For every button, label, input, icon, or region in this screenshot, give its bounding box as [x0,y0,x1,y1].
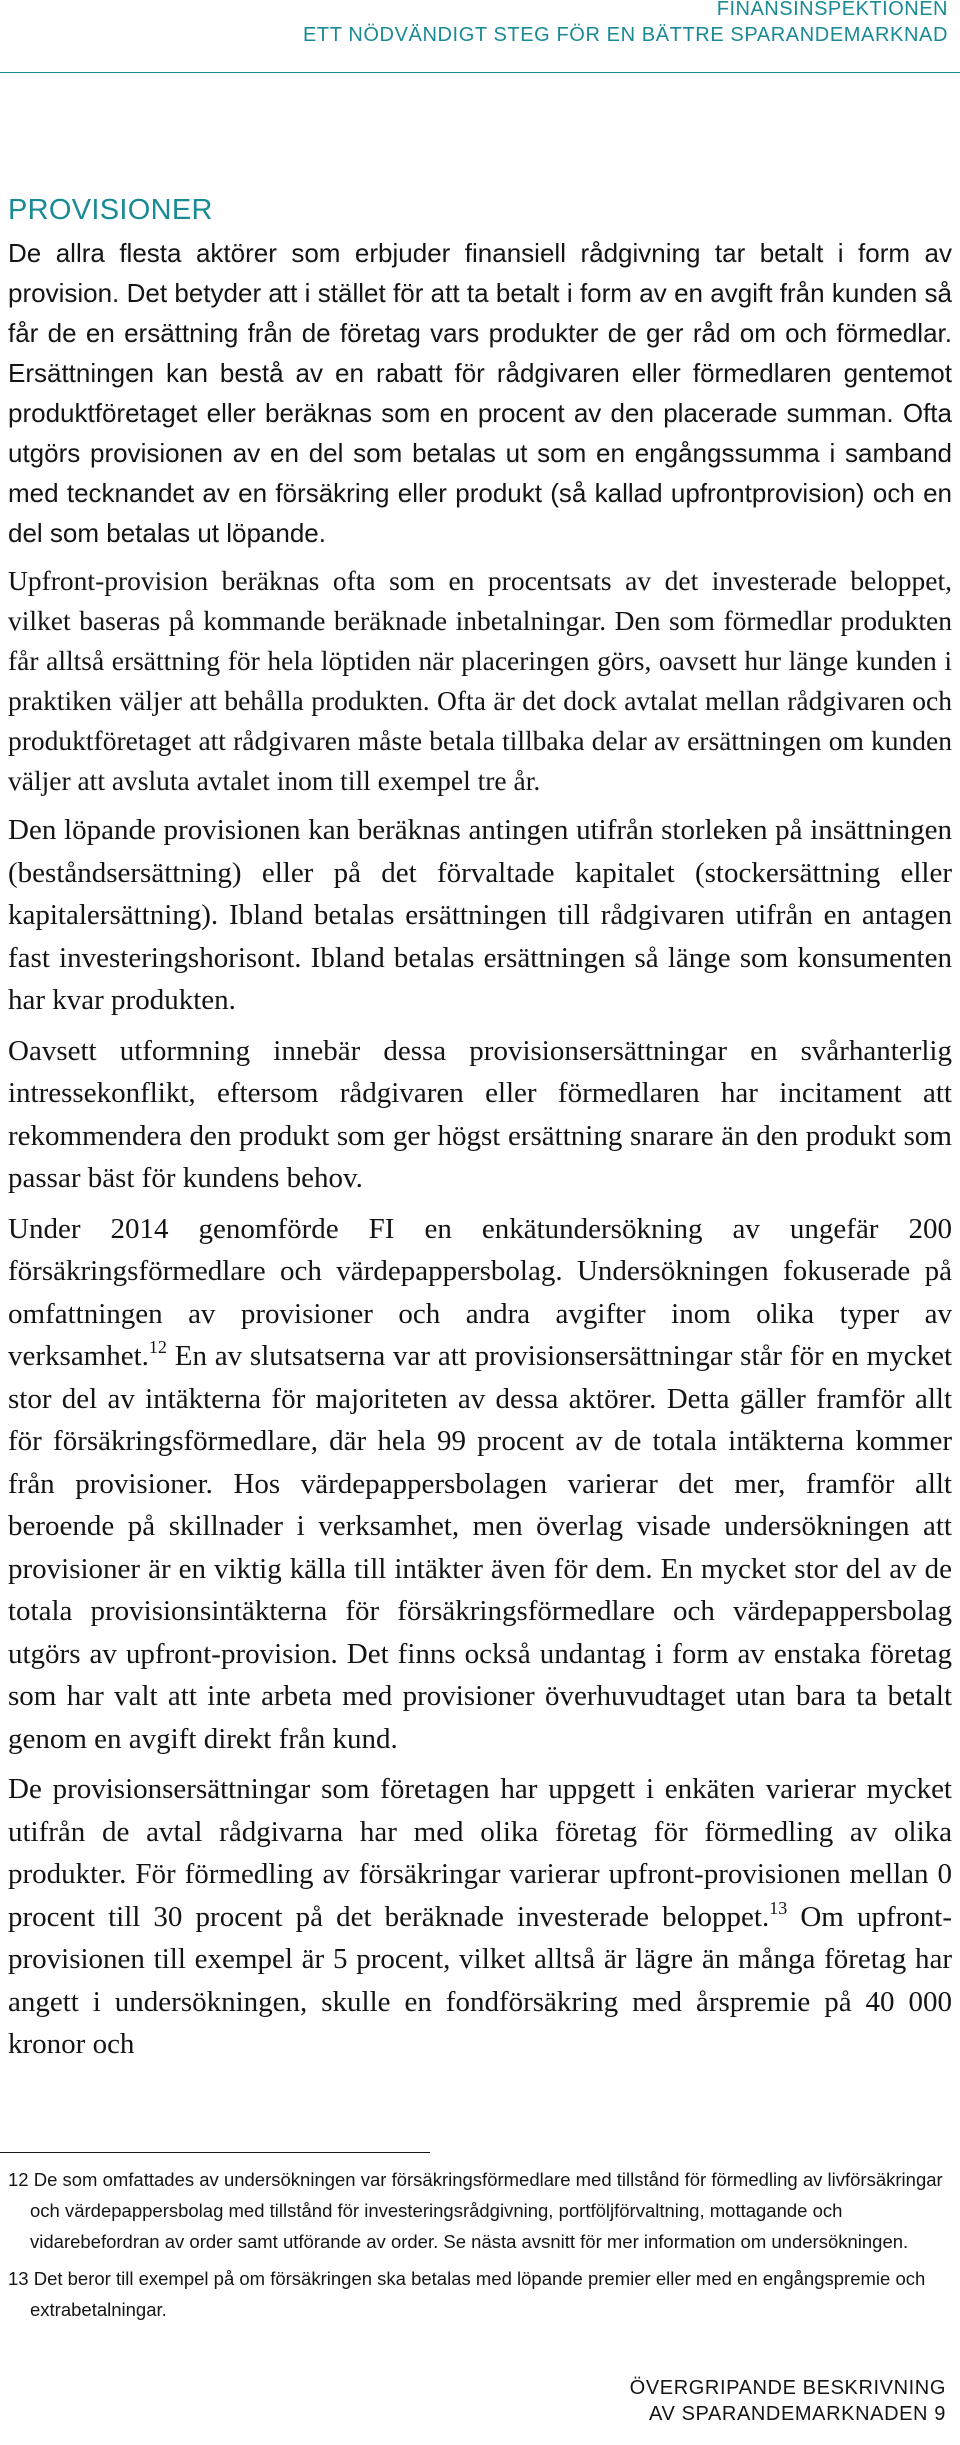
footnotes [8,2164,948,2331]
footnote-ref-13: 13 [769,1897,788,1918]
paragraph-6-text-b: Om upfront-provisionen till exempel är 5 procent, vilket alltså är lägre än många företag har angett i undersökningen, skulle en fondförsäkring med årspremie på 40 000 kronor och [8,1900,952,2060]
paragraph-5-text-b: En av slutsatserna var att provisionsersättningar står för en mycket stor del av intäkterna för majoriteten av dessa aktörer. Detta gäller framför allt för försäkringsförmedlare, där hela 99 procent av de totala intäkterna kommer från provisioner. Hos värdepappersbolagen varierar det mer, framför allt beroende på skillnader i verksamhet, men överlag visade undersökningen att provisioner är en viktig källa till intäkter även för dem. En mycket stor del av de totala provisionsintäkterna för försäkringsförmedlare och värdepappersbolag utgörs av upfront-provision. Det finns också undantag i form av enstaka företag som har valt att inte arbeta med provisioner överhuvudtaget utan bara ta betalt genom en avgift direkt från kund. [8,1340,952,1755]
footer-section-name: ÖVERGRIPANDE BESKRIVNING [629,2377,946,2399]
footer-page-number: AV SPARANDEMARKNADEN 9 [649,2403,946,2425]
footnote-13: 13 Det beror till exempel på om försäkringen ska betalas med löpande premier eller med en engångspremie och extrabetalningar. [8,2268,926,2320]
paragraph-1: De allra flesta aktörer som erbjuder finansiell rådgivning tar betalt i form av provision. Det betyder att i stället för att ta betalt i form av en avgift från kunden så får de en ersättning från de företag vars produkter de ger råd om och förmedlar. Ersättningen kan bestå av en rabatt för rådgivaren eller förmedlaren gentemot produktföretaget eller beräknas som en procent av den placerade summan. Ofta utgörs provisionen av en del som betalas ut som en engångssumma i samband med tecknandet av en försäkring eller produkt (så kallad upfrontprovision) och en del som betalas ut löpande. [8,238,952,548]
paragraph-5-text-a: Under 2014 genomförde FI en enkätundersökning av ungefär 200 försäkringsförmedlare och värdepappersbolag. Undersökningen fokuserade på omfattningen av provisioner och andra avgifter inom olika typer av verksamhet. [8,1212,952,1372]
body-text [8,233,952,2074]
header-organization: FINANSINSPEKTIONEN [716,0,948,20]
header-report-title: ETT NÖDVÄNDIGT STEG FÖR EN BÄTTRE SPARANDEMARKNAD [302,24,948,46]
paragraph-6 [8,1768,952,2066]
paragraph-4: Oavsett utformning innebär dessa provisionsersättningar en svårhanterlig intressekonflikt, eftersom rådgivaren eller förmedlaren har incitament att rekommendera den produkt som ger högst ersättning snarare än den produkt som passar bäst för kundens behov. [8,1034,952,1194]
footnote-divider [0,2152,430,2153]
paragraph-3: Den löpande provisionen kan beräknas antingen utifrån storleken på insättningen (beståndsersättning) eller på det förvaltade kapitalet (stockersättning eller kapitalersättning). Ibland betalas ersättningen till rådgivaren utifrån en antagen fast investeringshorisont. Ibland betalas ersättningen så länge som konsumenten har kvar produkten. [8,814,952,1016]
section-title: PROVISIONER [8,194,213,226]
header-divider [0,72,960,73]
footnote-ref-12: 12 [148,1337,167,1357]
paragraph-2: Upfront-provision beräknas ofta som en procentsats av det investerade beloppet, vilket baseras på kommande beräknade inbetalningar. Den som förmedlar produkten får alltså ersättning för hela löptiden när placeringen görs, oavsett hur länge kunden i praktiken väljer att behålla produkten. Ofta är det dock avtalat mellan rådgivaren och produktföretaget att rådgivaren måste betala tillbaka delar av ersättningen om kunden väljer att avsluta avtalet inom till exempel tre år. [8,565,952,796]
paragraph-6-text-a: De provisionsersättningar som företagen har uppgett i enkäten varierar mycket utifrån de avtal rådgivarna har med olika företag för förmedling av olika produkter. För förmedling av försäkringar varierar upfront-provisionen mellan 0 procent till 30 procent på det beräknade investerade beloppet. [8,1773,952,1933]
footnote-12: 12 De som omfattades av undersökningen var försäkringsförmedlare med tillstånd för förmedling av livförsäkringar och värdepappersbolag med tillstånd för investeringsrådgivning, portföljförvaltning, mottagande och vidarebefordran av order samt utförande av order. Se nästa avsnitt för mer information om undersökningen. [8,2169,943,2252]
paragraph-5 [8,1208,952,1761]
